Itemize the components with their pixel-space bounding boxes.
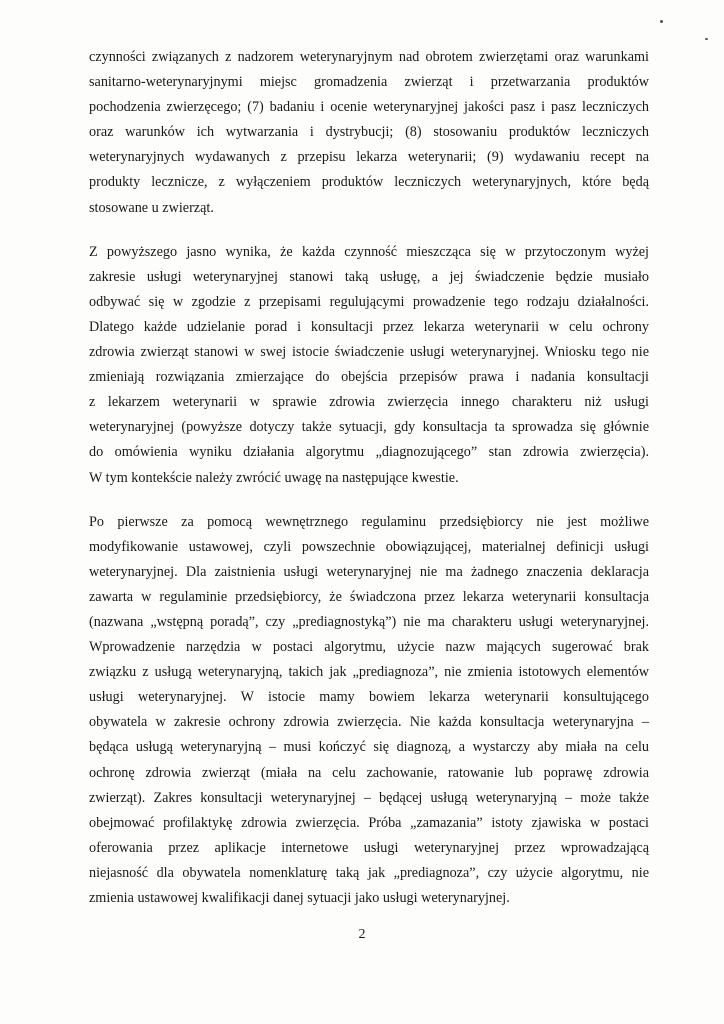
text-line: odbywać się w zgodzie z przepisami regulującymi prowadzenie tego rodzaju działalności. xyxy=(89,293,649,310)
text-line: zakresie usługi weterynaryjnej stanowi taką usługę, a jej świadczenie będzie musiało xyxy=(89,268,649,285)
scan-speck xyxy=(705,38,708,40)
text-line: Wprowadzenie narzędzia w postaci algorytmu, użycie nazw mających sugerować brak xyxy=(89,639,649,656)
text-line: Po pierwsze za pomocą wewnętrznego regulaminu przedsiębiorcy nie jest możliwe xyxy=(89,513,649,530)
text-line: oraz warunków ich wytwarzania i dystrybucji; (8) stosowaniu produktów leczniczych xyxy=(89,124,649,141)
text-line: obejmować profilaktykę zdrowia zwierzęcia. Próba „zamazania” istoty zjawiska w postaci xyxy=(89,814,649,831)
paragraph xyxy=(89,240,649,491)
document-body xyxy=(89,45,649,930)
text-line: oferowania przez aplikacje internetowe usługi weterynaryjnej przez wprowadzającą xyxy=(89,839,649,856)
text-line: stosowane u zwierząt. xyxy=(89,199,214,216)
scan-speck xyxy=(660,20,663,23)
text-line: usługi weterynaryjnej. W istocie mamy bowiem lekarza weterynarii konsultującego xyxy=(89,689,649,706)
text-line: zmienia ustawowej kwalifikacji danej sytuacji jako usługi weterynaryjnej. xyxy=(89,890,510,906)
text-line: zdrowia zwierząt stanowi w swej istocie świadczenie usługi weterynaryjnej. Wniosku tego nie xyxy=(89,344,649,361)
text-line: z lekarzem weterynarii w sprawie zdrowia zwierzęcia innego charakteru niż usługi xyxy=(89,394,649,411)
text-line: weterynaryjnej (powyższe dotyczy także sytuacji, gdy konsultacja ta sprowadza się głównie xyxy=(89,419,649,436)
paragraph xyxy=(89,510,649,912)
text-line: pochodzenia zwierzęcego; (7) badaniu i ocenie weterynaryjnej jakości pasz i pasz leczniczych xyxy=(89,99,649,116)
text-line: czynności związanych z nadzorem weterynaryjnym nad obrotem zwierzętami oraz warunkami xyxy=(89,49,649,65)
text-line: będąca usługą weterynaryjną – musi kończyć się diagnozą, a wystarczy aby miała na celu xyxy=(89,739,649,756)
text-line: związku z usługą weterynaryjną, takich jak „prediagnoza”, nie zmienia istotowych elementów xyxy=(89,664,649,681)
text-line: niejasność dla obywatela nomenklaturę taką jak „prediagnoza”, czy użycie algorytmu, nie xyxy=(89,864,649,881)
text-line: weterynaryjnych wydawanych z przepisu lekarza weterynarii; (9) wydawaniu recept na xyxy=(89,149,649,166)
text-line: produkty lecznicze, z wyłączeniem produktów leczniczych weterynaryjnych, które będą xyxy=(89,174,649,191)
text-line: zawarta w regulaminie przedsiębiorcy, że świadczona przez lekarza weterynarii konsultacja xyxy=(89,588,649,605)
text-line: zmieniają rozwiązania zmierzające do obejścia przepisów prawa i nadania konsultacji xyxy=(89,369,649,386)
text-line: Z powyższego jasno wynika, że każda czynność mieszcząca się w przytoczonym wyżej xyxy=(89,243,649,260)
text-line: W tym kontekście należy zwrócić uwagę na następujące kwestie. xyxy=(89,469,459,486)
text-line: ochronę zdrowia zwierząt (miała na celu zachowanie, ratowanie lub poprawę zdrowia xyxy=(89,764,649,781)
text-line: weterynaryjnej. Dla zaistnienia usługi weterynaryjnej nie ma żadnego znaczenia deklaracja xyxy=(89,563,649,580)
text-line: do omówienia wyniku działania algorytmu „diagnozującego” stan zdrowia zwierzęcia). xyxy=(89,444,649,461)
page-number: 2 xyxy=(358,927,366,942)
text-line: modyfikowanie ustawowej, czyli powszechnie obowiązującej, materialnej definicji usługi xyxy=(89,538,649,555)
text-line: (nazwana „wstępną poradą”, czy „prediagnostyką”) nie ma charakteru usługi weterynaryjnej. xyxy=(89,613,649,630)
text-line: zwierząt). Zakres konsultacji weterynaryjnej – będącej usługą weterynaryjną – może także xyxy=(89,789,649,806)
text-line: Dlatego każde udzielanie porad i konsultacji przez lekarza weterynarii w celu ochrony xyxy=(89,318,649,335)
text-line: sanitarno-weterynaryjnymi miejsc gromadzenia zwierząt i przetwarzania produktów xyxy=(89,74,649,91)
paragraph xyxy=(89,45,649,221)
text-line: obywatela w zakresie ochrony zdrowia zwierzęcia. Nie każda konsultacja weterynaryjna – xyxy=(89,714,649,731)
